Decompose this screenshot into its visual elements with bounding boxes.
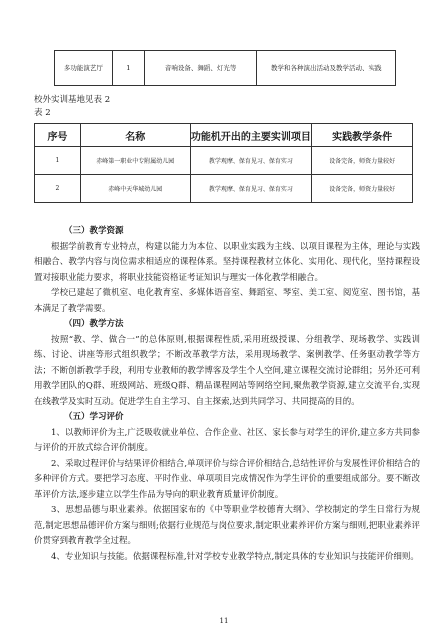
table-cell: 设备完备，师资力量较好: [312, 147, 413, 175]
table-cell: 赤峰中天华城幼儿园: [80, 175, 190, 203]
table-row: [35, 147, 413, 175]
table-cell: 2: [35, 175, 81, 203]
table-cell: 赤峰第一职业中专附属幼儿园: [80, 147, 190, 175]
offsite-training-table: [34, 123, 413, 203]
column-header: 名称: [80, 124, 190, 147]
table-cell: 1: [112, 51, 144, 86]
table-cell: 音响设备、舞蹈、灯光等: [144, 51, 257, 86]
column-header: 功能机开出的主要实训项目: [190, 124, 312, 147]
table-cell: 教学观摩、保育见习、保育实习: [190, 175, 312, 203]
paragraph: 3、思想品德与职业素养。依据国家布的《中等职业学校德育大纲》、学校制定的学生日常行为规范,制定思想品德评价方案与细则;依据行业规范与岗位要求,制定职业素养评价方案与细则,把职业素养评价贯穿到教育教学全过程。: [34, 505, 420, 546]
table-row: [55, 51, 396, 86]
paragraph: 1、以教师评价为主,广泛吸收就业单位、合作企业、社区、家长参与对学生的评价,建立多方共同参与评价的开放式综合评价制度。: [34, 427, 420, 453]
table-cell: 1: [35, 147, 81, 175]
paragraph: 学校已建起了微机室、电化教育室、多媒体语音室、舞蹈室、琴室、美工室、阅览室、图书馆，基本满足了教学需要。: [34, 288, 420, 314]
table-cell: 设备完备，师资力量较好: [312, 175, 413, 203]
column-header: 实践教学条件: [312, 124, 413, 147]
column-header: 序号: [35, 124, 81, 147]
facilities-table-fragment: [54, 50, 396, 86]
table-cell: 教学和各种演出活动及教学活动、实践: [257, 51, 396, 86]
paragraph: 4、专业知识与技能。依据课程标准,针对学校专业教学特点,制定具体的专业知识与技能评价细则。: [51, 551, 419, 562]
section-heading: （四）教学方法: [64, 319, 124, 329]
paragraph: 根据学前教育专业特点，构建以能力为本位、以职业实践为主线、以项目课程为主体，理论与实践相融合、教学内容与岗位需求相适应的课程体系。坚持课程教材立体化、实用化、现代化，坚持课程设置对接职业能力要求，将职业技能资格证考证知识与理实一体化教学相融合。: [34, 241, 420, 283]
table-caption: 校外实训基地见表 2: [34, 95, 111, 105]
table-number: 表 2: [34, 108, 51, 118]
table-cell: 多功能演艺厅: [55, 51, 113, 86]
section-heading: （五）学习评价: [64, 412, 124, 422]
table-header-row: [35, 124, 413, 147]
section-heading: （三）教学资源: [64, 226, 124, 236]
table-row: [35, 175, 413, 203]
page-number: 11: [219, 617, 229, 625]
body-text: [34, 224, 420, 565]
paragraph: 2、采取过程评价与结果评价相结合,单项评价与综合评价相结合,总结性评价与发展性评价相结合的多种评价方式。要把学习态度、平时作业、单项项目完成情况作为学生评价的重要组成部分。要不断改革评价方法,逐步建立以学生作品为导向的职业教育质量评价制度。: [34, 458, 420, 500]
paragraph: 按照“教、学、做合一”的总体原则,根据课程性质,采用班级授课、分组教学、现场教学、实践训练、讨论、讲座等形式组织教学；不断改革教学方法，采用现场教学、案例教学、任务驱动教学等方法；不断创新教学手段，利用专业教师的教学博客及学生个人空间,建立课程交流讨论群组；另外还可利用教学团队的Q群、班级网站、班级Q群、精品课程网站等网络空间,聚焦教学资源,建立交流平台,实现在线教学及实时互动。促进学生自主学习、自主探索,达到共同学习、共同提高的目的。: [34, 334, 420, 407]
table-cell: 教学观摩、保育见习、保育实习: [190, 147, 312, 175]
